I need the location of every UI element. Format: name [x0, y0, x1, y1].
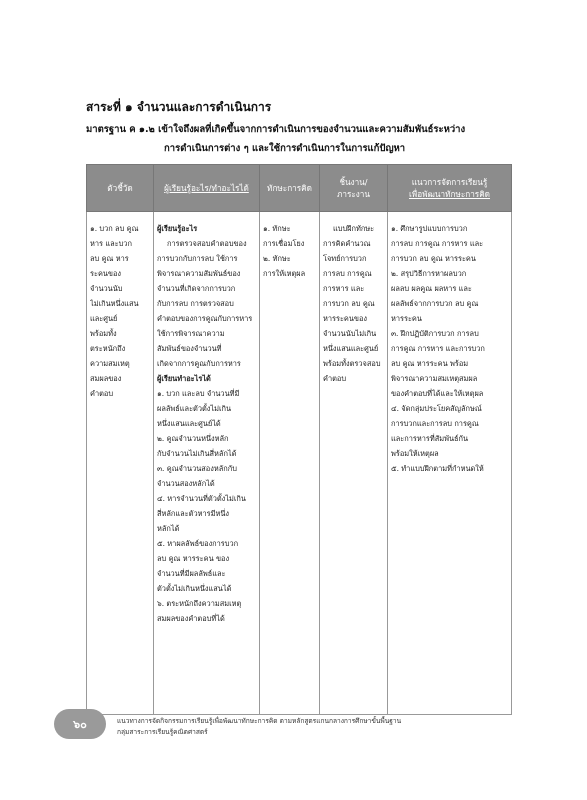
header-learner — [154, 165, 260, 212]
header-task-line-2: ภาระงาน — [337, 189, 370, 199]
learner-line: ๔. หารจำนวนที่ตัวตั้งไม่เกิน — [157, 494, 246, 503]
learner-line: ๖. ตระหนักถึงความสมเหตุ — [157, 599, 242, 608]
learner-line: การบวกกับการลบ ใช้การ — [157, 254, 238, 263]
task-line: การคิดคำนวณ — [323, 239, 371, 248]
learner-line: ผู้เรียนทำอะไรได้ — [157, 374, 211, 383]
learner-line: เกิดจากการคูณกับการหาร — [157, 359, 241, 368]
header-approach-line-1: แนวการจัดการเรียนรู้ — [411, 177, 488, 187]
learner-line: กับจำนวนไม่เกินสี่หลักได้ — [157, 449, 237, 458]
learner-line: หนึ่งแสนและศูนย์ได้ — [157, 419, 221, 428]
header-approach — [388, 165, 512, 212]
approach-line: ผลลบ ผลคูณ ผลหาร และ — [391, 284, 472, 293]
page-number: ๖๐ — [73, 718, 87, 731]
task-line: การหาร และ — [323, 284, 365, 293]
thinking-cell — [260, 212, 320, 715]
approach-line: พร้อมให้เหตุผล — [391, 449, 439, 458]
indicator-line: จำนวนนับ — [90, 284, 123, 293]
thinking-line: ๒. ทักษะ — [263, 254, 291, 263]
standard-line-1: มาตรฐาน ค ๑.๒ เข้าใจถึงผลที่เกิดขึ้นจากการดำเนินการของจำนวนและความสัมพันธ์ระหว่าง — [86, 124, 466, 135]
footer-line-2: กลุ่มสาระการเรียนรู้คณิตศาสตร์ — [117, 728, 208, 736]
learner-line: กับการลบ การตรวจสอบ — [157, 299, 234, 308]
approach-line: ผลลัพธ์จากการบวก ลบ คูณ — [391, 299, 479, 308]
learner-line: ๕. หาผลลัพธ์ของการบวก — [157, 539, 239, 548]
footer-line-1: แนวทางการจัดกิจกรรมการเรียนรู้เพื่อพัฒนาทักษะการคิด ตามหลักสูตรแกนกลางการศึกษาขั้นพื้นฐาน — [117, 717, 402, 725]
approach-line: ของคำตอบที่ได้และให้เหตุผล — [391, 389, 484, 398]
standard-line-2: การดำเนินการต่าง ๆ และใช้การดำเนินการในการแก้ปัญหา — [164, 143, 406, 154]
approach-line: ๓. ฝึกปฏิบัติการบวก การลบ — [391, 329, 479, 338]
learner-line: สมผลของคำตอบที่ได้ — [157, 614, 225, 623]
task-line: การลบ การคูณ — [323, 269, 372, 278]
indicator-line: ๑. บวก ลบ คูณ — [90, 224, 139, 233]
learner-line: จำนวนสองหลักได้ — [157, 479, 215, 488]
header-thinking: ทักษะการคิด — [260, 165, 320, 212]
approach-line: ๔. จัดกลุ่มประโยคสัญลักษณ์ — [391, 404, 482, 413]
learner-line: ผลลัพธ์และตัวตั้งไม่เกิน — [157, 404, 232, 413]
learner-line: ๒. คูณจำนวนหนึ่งหลัก — [157, 434, 229, 443]
header-learner-label: ผู้เรียนรู้อะไร/ทำอะไรได้ — [164, 183, 249, 193]
learner-line: ตัวตั้งไม่เกินหนึ่งแสนได้ — [157, 584, 232, 593]
approach-line: ๕. ทำแบบฝึกตามที่กำหนดให้ — [391, 464, 484, 473]
learner-line: จำนวนที่เกิดจากการบวก — [157, 284, 236, 293]
thinking-line: การเชื่อมโยง — [263, 239, 305, 248]
learner-line: สัมพันธ์ของจำนวนที่ — [157, 344, 222, 353]
approach-cell — [388, 212, 512, 715]
task-line: แบบฝึกทักษะ — [333, 224, 375, 233]
indicator-line: และศูนย์ — [90, 314, 118, 323]
task-line: หนึ่งแสนและศูนย์ — [323, 344, 379, 353]
subject-title: สาระที่ ๑ จำนวนและการดำเนินการ — [86, 100, 272, 114]
header-indicator: ตัวชี้วัด — [87, 165, 154, 212]
header-task-line-1: ชิ้นงาน/ — [339, 177, 368, 187]
indicator-line: ความสมเหตุ — [90, 359, 130, 368]
task-line: การบวก ลบ คูณ — [323, 299, 375, 308]
approach-line: การคูณ การหาร และการบวก — [391, 344, 485, 353]
approach-line: ๑. ศึกษารูปแบบการบวก — [391, 224, 468, 233]
indicator-line: ระคนของ — [90, 269, 122, 278]
learner-line: พิจารณาความสัมพันธ์ของ — [157, 269, 241, 278]
learner-line: ใช้การพิจารณาความ — [157, 329, 225, 338]
thinking-line: ๑. ทักษะ — [263, 224, 291, 233]
approach-line: ลบ คูณ หารระคน พร้อม — [391, 359, 469, 368]
thinking-line: การให้เหตุผล — [263, 269, 306, 278]
indicator-line: หาร และบวก — [90, 239, 132, 248]
standard-heading — [86, 120, 511, 158]
task-line: หารระคนของ — [323, 314, 368, 323]
learner-line: คำตอบของการคูณกับการหาร — [157, 314, 253, 323]
indicator-line: ตระหนักถึง — [90, 344, 126, 353]
task-line: โจทย์การบวก — [323, 254, 367, 263]
approach-line: การลบ การคูณ การหาร และ — [391, 239, 484, 248]
learner-line: การตรวจสอบคำตอบของ — [167, 239, 247, 248]
indicator-line: ไม่เกินหนึ่งแสน — [90, 299, 139, 308]
task-line: พร้อมทั้งตรวจสอบ — [323, 359, 381, 368]
table-row — [87, 212, 512, 715]
task-line: คำตอบ — [323, 374, 347, 383]
approach-line: หารระคน — [391, 314, 422, 323]
approach-line: และการหารที่สัมพันธ์กัน — [391, 434, 469, 443]
task-cell — [320, 212, 388, 715]
table-header-row — [87, 165, 512, 212]
learner-line: หลักได้ — [157, 524, 180, 533]
approach-line: พิจารณาความสมเหตุสมผล — [391, 374, 478, 383]
learner-line: ๓. คูณจำนวนสองหลักกับ — [157, 464, 237, 473]
approach-line: การบวกและการลบ การคูณ — [391, 419, 479, 428]
header-task — [320, 165, 388, 212]
approach-line: การบวก ลบ คูณ หารระคน — [391, 254, 476, 263]
footer-text — [117, 716, 401, 738]
learner-line: ผู้เรียนรู้อะไร — [157, 224, 198, 233]
learner-line: ลบ คูณ หารระคน ของ — [157, 554, 230, 563]
header-approach-line-2: เพื่อพัฒนาทักษะการคิด — [409, 189, 490, 199]
learner-line: สี่หลักและตัวหารมีหนึ่ง — [157, 509, 229, 518]
indicator-line: พร้อมทั้ง — [90, 329, 117, 338]
learner-cell — [154, 212, 260, 715]
indicator-line: ลบ คูณ หาร — [90, 254, 129, 263]
curriculum-table — [86, 164, 512, 715]
indicator-line: คำตอบ — [90, 389, 114, 398]
indicator-line: สมผลของ — [90, 374, 122, 383]
learner-line: ๑. บวก และลบ จำนวนที่มี — [157, 389, 240, 398]
approach-line: ๒. สรุปวิธีการหาผลบวก — [391, 269, 467, 278]
task-line: จำนวนนับไม่เกิน — [323, 329, 377, 338]
learner-line: จำนวนที่มีผลลัพธ์และ — [157, 569, 226, 578]
indicator-cell — [87, 212, 154, 715]
